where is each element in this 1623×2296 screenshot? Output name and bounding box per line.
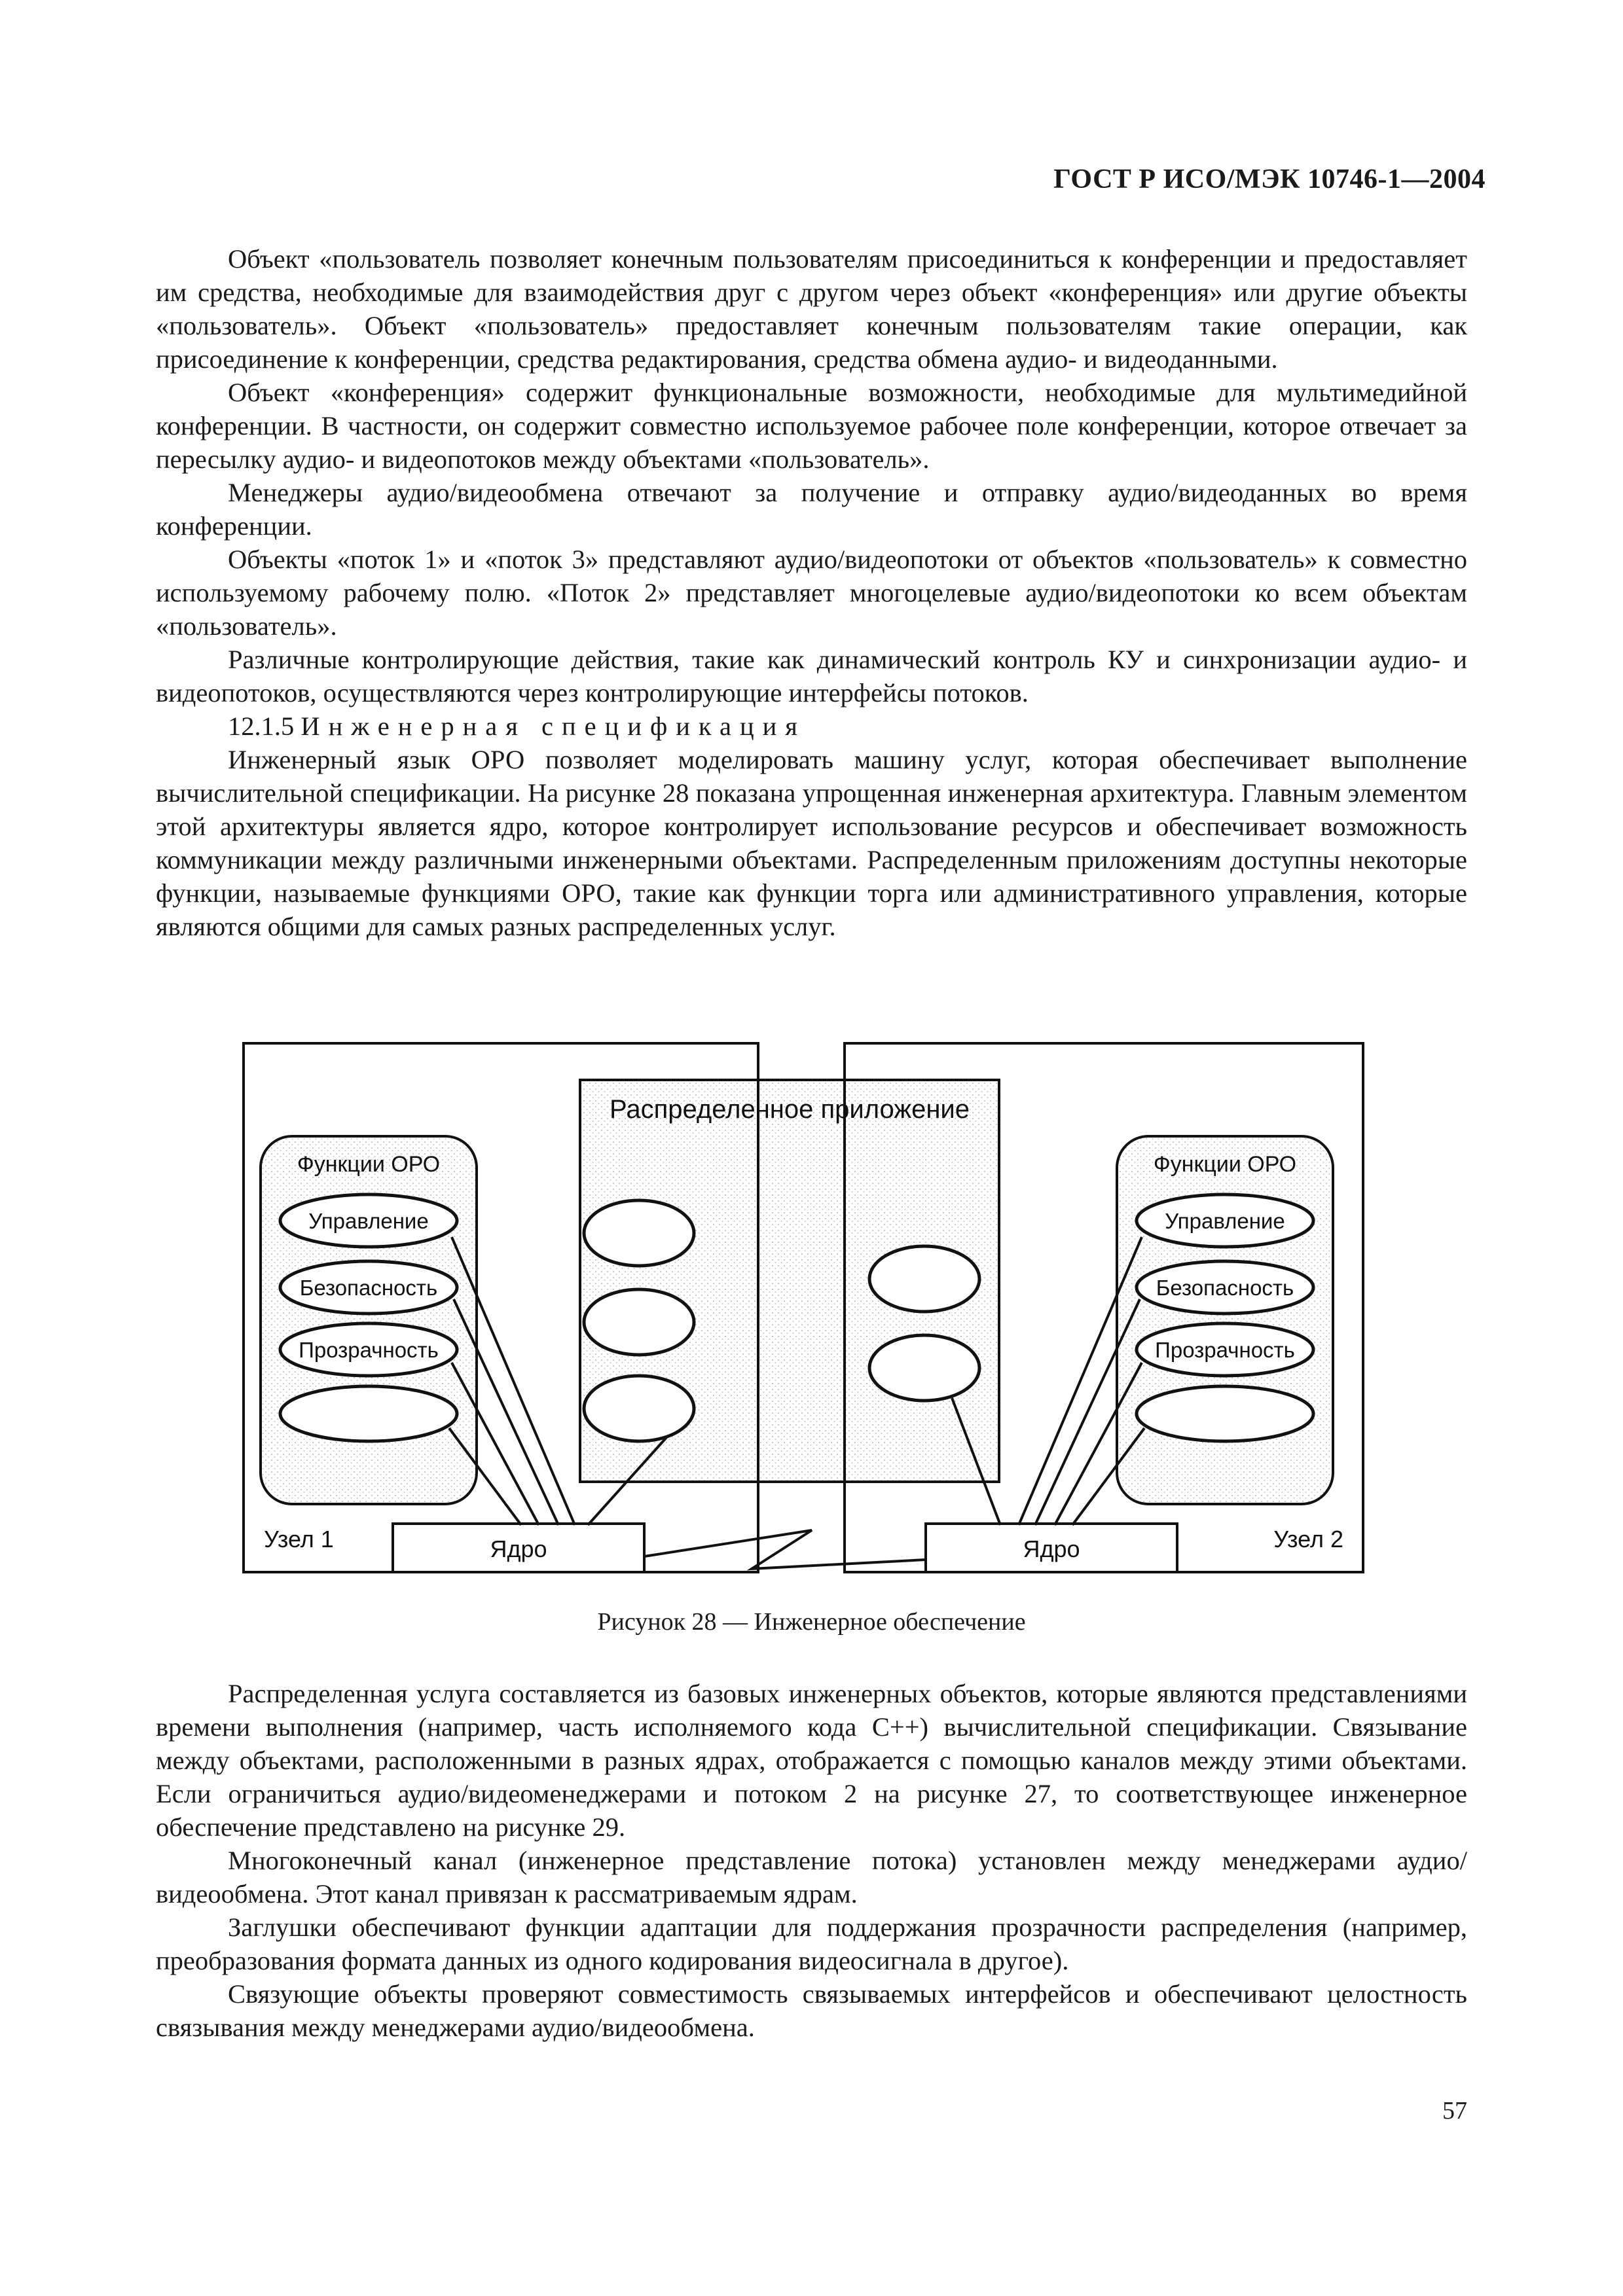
function-security-label-left: Безопасность [299,1276,438,1300]
paragraph: Различные контролирующие действия, такие как динамический контроль КУ и синхронизации аудио- и видеопотоков, осуществляются через контролирующие интерфейсы потоков. [156,645,1467,708]
function-management-label-left: Управление [308,1209,429,1233]
document-header: ГОСТ Р ИСО/МЭК 10746-1—2004 [1053,164,1486,194]
body-text-top [156,242,1467,943]
functions-box-left [261,1136,477,1504]
app-object-right-1 [869,1246,979,1312]
functions-box-right [1117,1136,1333,1504]
paragraph: Объект «пользователь позволяет конечным пользователям присоединиться к конференции и предоставляет им средства, необходимые для взаимодействия друг с другом через объект «конференция» или другие объекты «пользователь». Объект «пользователь» предоставляет конечным пользователям такие операции, как присоединение к конференции, средства редактирования, средства обмена аудио- и видеоданными. [156,244,1467,374]
app-object-left-3 [584,1376,694,1441]
section-number: 12.1.5 [228,711,295,741]
kernel-label-left: Ядро [490,1535,547,1562]
figure-engineering-diagram [241,1041,1365,1588]
kernel-label-right: Ядро [1023,1535,1080,1562]
functions-label-left: Функции ОРО [297,1152,441,1177]
figure-caption: Рисунок 28 — Инженерное обеспечение [597,1608,1026,1636]
app-object-left-1 [584,1200,694,1266]
function-transparency-label-right: Прозрачность [1155,1338,1295,1362]
paragraph: Распределенная услуга составляется из базовых инженерных объектов, которые являются представлениями времени выполнения (например, часть исполняемого кода С++) вычислительной спецификации. Связывание между объектами, расположенными в разных ядрах, отображается с помощью каналов между этими объектами. Если ограничиться аудио/видеоменеджерами и потоком 2 на рисунке 27, то соответствующее инженерное обеспечение представлено на рисунке 29. [156,1679,1467,1842]
paragraph: Менеджеры аудио/видеообмена отвечают за получение и отправку аудио/видеоданных во время конференции. [156,478,1467,541]
function-management-label-right: Управление [1165,1209,1285,1233]
function-transparency-label-left: Прозрачность [299,1338,439,1362]
paragraph: Объект «конференция» содержит функциональные возможности, необходимые для мультимедийной конференции. В частности, он содержит совместно используемое рабочее поле конференции, которое отвечает за пересылку аудио- и видеопотоков между объектами «пользователь». [156,378,1467,474]
body-text-bottom [156,1677,1467,2044]
app-object-right-2 [869,1335,979,1401]
paragraph: Связующие объекты проверяют совместимость связываемых интерфейсов и обеспечивают целостность связывания между менеджерами аудио/видеообмена. [156,1979,1467,2042]
section-title: Инженерная спецификация [301,711,806,741]
node2-label: Узел 2 [1273,1526,1343,1552]
kernel-channel [644,1530,926,1569]
functions-label-right: Функции ОРО [1153,1152,1297,1177]
app-object-left-2 [584,1289,694,1355]
function-security-label-right: Безопасность [1156,1276,1294,1300]
function-empty-right [1137,1386,1313,1441]
paragraph: Заглушки обеспечивают функции адаптации для поддержания прозрачности распределения (например, преобразования формата данных из одного кодирования видеосигнала в другое). [156,1912,1467,1975]
distributed-app-label: Распределенное приложение [609,1095,970,1124]
page-number: 57 [1442,2097,1467,2125]
paragraph: Многоконечный канал (инженерное представление потока) установлен между менеджерами аудио/видеообмена. Этот канал привязан к рассматриваемым ядрам. [156,1846,1467,1909]
node1-label: Узел 1 [264,1526,334,1552]
function-empty-left [280,1386,457,1441]
paragraph: Объекты «поток 1» и «поток 3» представляют аудио/видеопотоки от объектов «пользователь» к совместно используемому рабочему полю. «Поток 2» представляет многоцелевые аудио/видеопотоки ко всем объектам «пользователь». [156,545,1467,641]
paragraph: Инженерный язык ОРО позволяет моделировать машину услуг, которая обеспечивает выполнение вычислительной спецификации. На рисунке 28 показана упрощенная инженерная архитектура. Главным элементом этой архитектуры является ядро, которое контролирует использование ресурсов и обеспечивает возможность коммуникации между различными инженерными объектами. Распределенным приложениям доступны некоторые функции, называемые функциями ОРО, такие как функции торга или административного управления, которые являются общими для самых разных распределенных услуг. [156,745,1467,941]
section-heading [156,709,1467,743]
